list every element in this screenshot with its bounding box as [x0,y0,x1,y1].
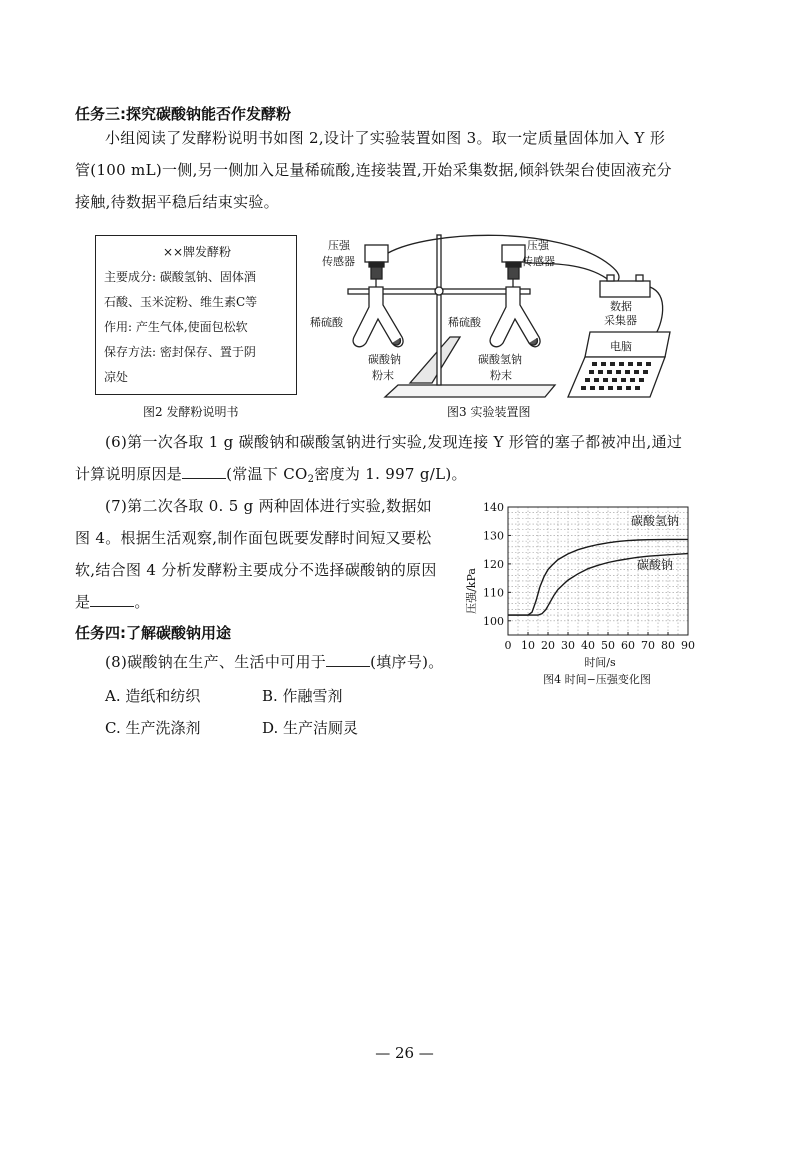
q8-line1-a: (8)碳酸钠在生产、生活中可用于 [105,653,327,671]
q7-line4-b: 。 [134,593,150,611]
question-7 [75,490,475,618]
x-tick-label: 10 [521,639,535,652]
q8-answer-blank[interactable] [326,651,370,667]
label-sensor-left-2: 传感器 [322,255,355,268]
x-tick-label: 20 [541,639,555,652]
label-sensor-right-1: 压强 [527,239,549,252]
y-tick-label: 140 [483,501,504,514]
x-tick-label: 90 [681,639,695,652]
y-tick-label: 100 [483,614,504,628]
stand-base [385,385,555,397]
x-tick-label: 60 [621,639,635,652]
label-sensor-left-1: 压强 [328,239,350,252]
label-acid-left: 稀硫酸 [310,316,343,329]
instruction-title: ××牌发酵粉 [162,245,232,259]
task3-line3: 接触,待数据平稳后结束实验。 [75,193,279,211]
task3-line1: 小组阅读了发酵粉说明书如图 2,设计了实验装置如图 3。取一定质量固体加入 Y 形 [105,129,666,147]
label-collector-2: 采集器 [604,314,637,327]
series-label-nahco3: 碳酸氢钠 [631,514,680,528]
stand-rod [437,235,441,385]
fig3-caption: 图3 实验装置图 [447,405,531,419]
y-tube-left [353,287,403,347]
x-tick-label: 70 [641,639,655,652]
data-collector [600,281,650,297]
label-powder-left-1: 碳酸钠 [368,353,401,366]
q6-answer-blank[interactable] [182,463,226,479]
apparatus-diagram [310,225,685,410]
label-powder-left-2: 粉末 [372,369,394,382]
instruction-line-4: 保存方法: 密封保存、置于阴 [104,345,256,359]
instruction-line-1: 主要成分: 碳酸氢钠、固体酒 [104,270,256,284]
q7-answer-blank[interactable] [90,591,134,607]
q8-option-a[interactable]: A. 造纸和纺织 [105,687,201,705]
q7-line4-a: 是 [75,593,91,611]
series-label-na2co3: 碳酸钠 [637,558,674,572]
instruction-line-5: 凉处 [104,370,129,384]
q6-line2-a: 计算说明原因是 [75,465,183,483]
label-powder-right-2: 粉末 [490,369,512,382]
q6-co2-subscript: 2 [307,474,315,485]
q6-line1: (6)第一次各取 1 g 碳酸钠和碳酸氢钠进行实验,发现连接 Y 形管的塞子都被冲出,通过 [105,433,683,451]
sensor-left [365,245,388,262]
question-6 [75,426,735,496]
label-acid-right: 稀硫酸 [448,316,481,329]
label-computer: 电脑 [610,340,632,353]
q6-line2-b: (常温下 CO [226,465,308,483]
q6-line2-c: 密度为 1. 997 g/L)。 [314,465,467,483]
y-tube-right [490,287,540,347]
stand-base-detail [410,337,460,383]
x-tick-label: 0 [504,639,512,652]
y-tick-label: 110 [483,586,504,600]
instruction-line-2: 石酸、玉米淀粉、维生素C等 [104,295,258,309]
y-tick-label: 120 [483,557,504,571]
chart-xlabel: 时间/s [584,656,616,669]
x-tick-label: 40 [581,639,595,652]
instruction-line-3: 作用: 产生气体,使面包松软 [104,320,248,334]
q7-line1: (7)第二次各取 0. 5 g 两种固体进行实验,数据如 [105,497,432,515]
chart-ylabel: 压强/kPa [465,568,478,614]
chart-caption: 图4 时间−压强变化图 [543,673,651,686]
q8-line1-b: (填序号)。 [370,653,444,671]
task3-paragraph [75,122,735,218]
label-powder-right-1: 碳酸氢钠 [478,353,522,366]
q8-option-c[interactable]: C. 生产洗涤剂 [105,719,201,737]
page-number: — 26 — [375,1044,434,1062]
task4-heading: 任务四:了解碳酸钠用途 [75,624,231,642]
q7-line3: 软,结合图 4 分析发酵粉主要成分不选择碳酸钠的原因 [75,561,437,579]
x-tick-label: 30 [561,639,575,652]
q7-line2: 图 4。根据生活观察,制作面包既要发酵时间短又要松 [75,529,432,547]
q8-option-b[interactable]: B. 作融雪剂 [262,687,343,705]
label-collector-1: 数据 [610,300,632,313]
task3-line2: 管(100 mL)一侧,另一侧加入足量稀硫酸,连接装置,开始采集数据,倾斜铁架台使固液充分 [75,161,672,179]
fig2-caption: 图2 发酵粉说明书 [143,405,239,419]
q7-line4 [75,586,475,618]
leavening-instruction-box [95,235,297,395]
task3-heading: 任务三:探究碳酸钠能否作发酵粉 [75,105,292,123]
q8-option-d[interactable]: D. 生产洁厕灵 [262,719,359,737]
label-sensor-right-2: 传感器 [522,255,555,268]
pressure-time-chart [460,495,700,695]
cable-computer [650,287,663,335]
y-tick-label: 130 [483,529,504,543]
x-tick-label: 80 [661,639,675,652]
question-8 [105,646,444,678]
x-tick-label: 50 [601,639,615,652]
